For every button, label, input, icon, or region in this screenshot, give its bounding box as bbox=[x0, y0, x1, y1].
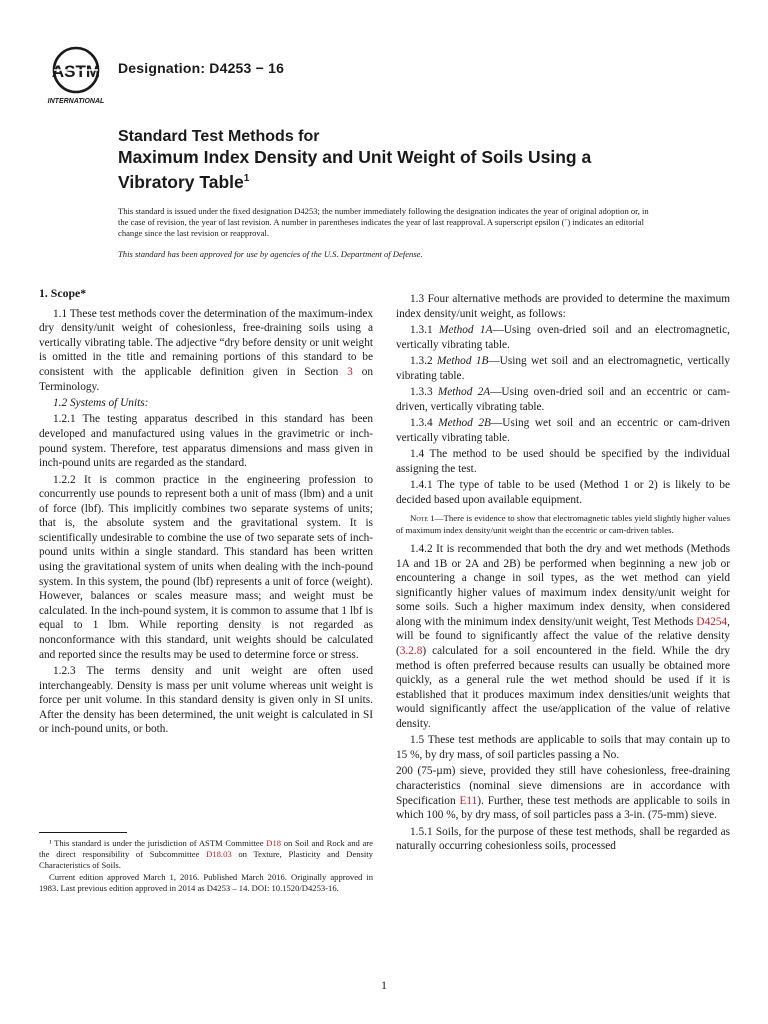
method-2b-label: Method 2B bbox=[438, 416, 491, 429]
footnotes bbox=[39, 838, 373, 895]
note-1-text: —There is evidence to show that electromagnetic tables yield slightly higher values of maximum index density/unit weight than the eccentric or cam-driven tables. bbox=[396, 513, 730, 535]
footnote-1 bbox=[39, 838, 373, 871]
paragraph-1-5-text-b2: ). Further, these test methods are applicable to soils in which 100 %, by dry mass, of soil particles pass a 3-in. (75-mm) sieve. bbox=[396, 794, 730, 822]
designation: Designation: D4253 − 16 bbox=[118, 60, 285, 76]
paragraph-1-1-text-a: 1.1 These test methods cover the determination of the maximum-index dry density/unit weight of cohesionless, free-draining soils using a vertically vibrating table. The adjective “dry before density or unit weight is omitted in the title and remaining portions of this standard to be consistent with the applicable definition given in Section bbox=[39, 307, 373, 378]
logo-text: ASTM bbox=[51, 62, 101, 81]
note-1-label: Note 1 bbox=[410, 513, 435, 524]
title-footnote-marker: 1 bbox=[243, 173, 250, 184]
title-line-2 bbox=[118, 168, 718, 193]
paragraph-1-2-3: 1.2.3 The terms density and unit weight are often used interchangeably. Density is mass per unit volume whereas unit weight is force per unit volume. In this standard density is given only in SI units. After the density has been determined, the unit weight is calculated in SI or inch-pound units, or both. bbox=[39, 665, 373, 736]
paragraph-1-1 bbox=[39, 307, 373, 395]
footnote-1-text-a: ¹ This standard is under the jurisdiction of ASTM Committee bbox=[49, 838, 267, 848]
paragraph-1-3-3 bbox=[396, 385, 730, 414]
paragraph-1-3: 1.3 Four alternative methods are provided to determine the maximum index density/unit weight, as follows: bbox=[396, 293, 730, 320]
page-number: 1 bbox=[381, 978, 387, 992]
paragraph-1-3-1-text: —Using oven-dried soil and an electromagnetic, vertically vibrating table. bbox=[396, 323, 730, 351]
paragraph-1-5-text-b1: 200 (75-µm) sieve, provided they still have cohesionless, free-draining characteristics (nominal sieve dimensions are in accordance with Specification bbox=[396, 765, 730, 807]
d18-03-link[interactable]: D18.03 bbox=[206, 849, 232, 859]
section-3-2-8-link[interactable]: 3.2.8 bbox=[399, 645, 423, 658]
footnote-edition: Current edition approved March 1, 2016. Published March 2016. Originally approved in 1983. Last previous edition approved in 2014 as D4253 – 14. DOI: 10.1520/D4253-16. bbox=[39, 872, 373, 893]
paragraph-1-3-4-number: 1.3.4 bbox=[410, 416, 439, 429]
title-line-1: Maximum Index Density and Unit Weight of Soils Using a bbox=[118, 147, 592, 167]
footnote-1-text-b: on Soil and Rock and are the direct responsibility of Subcommittee bbox=[39, 838, 373, 859]
method-1a-label: Method 1A bbox=[439, 323, 493, 336]
paragraph-1-3-4-text: —Using wet soil and an eccentric or cam-driven vertically vibrating table. bbox=[396, 416, 730, 444]
paragraph-1-3-2 bbox=[396, 354, 730, 383]
title-prefix: Standard Test Methods for bbox=[118, 128, 320, 145]
paragraph-1-3-1-number: 1.3.1 bbox=[410, 323, 440, 336]
e11-link[interactable]: E11 bbox=[459, 794, 478, 807]
paragraph-1-4: 1.4 The method to be used should be specified by the individual assigning the test. bbox=[396, 447, 730, 475]
paragraph-1-3-2-text: —Using wet soil and an electromagnetic, vertically vibrating table. bbox=[396, 354, 731, 382]
paragraph-1-1-text-b: on Terminology. bbox=[39, 365, 373, 393]
issuance-notice: This standard is issued under the fixed designation D4253; the number immediately following the designation indicates the year of original adoption or, in the case of revision, the year of last revision. A number in parentheses indicates the year of last reapproval. A superscript epsilon (´) indicates an editorial change since the last revision or reapproval. bbox=[118, 206, 649, 239]
paragraph-1-4-2 bbox=[396, 542, 730, 732]
paragraph-1-3-2-number: 1.3.2 bbox=[410, 354, 437, 367]
right-column bbox=[396, 292, 730, 856]
section-3-link[interactable]: 3 bbox=[347, 365, 353, 378]
method-2a-label: Method 2A bbox=[437, 385, 491, 398]
paragraph-1-3-4 bbox=[396, 416, 730, 445]
paragraph-1-4-1: 1.4.1 The type of table to be used (Method 1 or 2) is likely to be decided based upon available equipment. bbox=[396, 478, 730, 506]
paragraph-1-3-3-number: 1.3.3 bbox=[410, 385, 438, 398]
paragraph-1-5-1: 1.5.1 Soils, for the purpose of these test methods, shall be regarded as naturally occurring cohesionless soils, processed bbox=[396, 825, 730, 853]
paragraph-1-4-2-text-b: , will be found to significantly affect the value of the relative density ( bbox=[396, 615, 730, 658]
scope-heading: 1. Scope* bbox=[39, 286, 87, 300]
footnote-1-text-c: on Texture, Plasticity and Density Characteristics of Soils. bbox=[39, 849, 373, 870]
footnote-divider bbox=[39, 832, 127, 833]
d18-link[interactable]: D18 bbox=[266, 838, 282, 848]
paragraph-1-5-continued bbox=[396, 764, 730, 822]
dod-approval-notice: This standard has been approved for use by agencies of the U.S. Department of Defense. bbox=[118, 249, 423, 259]
method-1b-label: Method 1B bbox=[436, 354, 489, 367]
paragraph-1-3-3-text: —Using oven-dried soil and an eccentric or cam-driven, vertically vibrating table. bbox=[396, 385, 730, 413]
paragraph-1-4-2-text-c: ) calculated for a soil encountered in the field. While the dry method is often preferred because results can usually be obtained more quickly, as a general rule the wet method should be used if it is established that it produces maximum index densities/unit weights that would significantly affect the use/application of the value of relative density. bbox=[396, 645, 730, 731]
standard-title bbox=[118, 127, 718, 193]
paragraph-1-2-2: 1.2.2 It is common practice in the engineering profession to concurrently use pounds to represent both a unit of mass (lbm) and a unit of force (lbf). This implicitly combines two separate systems of units; that is, the absolute system and the gravitational system. It is scientifically undesirable to combine the use of two separate sets of inch-pound units within a single standard. This standard has been written using the gravitational system of units when dealing with the inch-pound system. In this system, the pound (lbf) represents a unit of force (weight). However, balances or scales measure mass; and weight must be calculated. In the inch-pound system, it is common to assume that 1 lbf is equal to 1 lbm. While reporting density is not regarded as nonconformance with this standard, unit weights should be calculated and reported since the results may be used to determine force or stress. bbox=[39, 473, 373, 661]
paragraph-1-2-1: 1.2.1 The testing apparatus described in this standard has been developed and manufactured using values in the gravimetric or inch-pound system. Therefore, test apparatus dimensions and mass given in inch-pound units are regarded as the standard. bbox=[39, 413, 373, 470]
paragraph-1-3-1 bbox=[396, 323, 730, 352]
paragraph-1-5: 1.5 These test methods are applicable to soils that may contain up to 15 %, by dry mass, of soil particles passing a No. bbox=[396, 734, 730, 762]
logo-subtext: INTERNATIONAL bbox=[47, 98, 105, 105]
astm-logo bbox=[40, 44, 112, 106]
left-column bbox=[39, 286, 373, 739]
note-1 bbox=[396, 513, 730, 536]
paragraph-1-2: 1.2 Systems of Units: bbox=[53, 396, 149, 409]
d4254-link[interactable]: D4254 bbox=[696, 615, 728, 628]
title-line-2-text: Vibratory Table bbox=[118, 171, 244, 192]
paragraph-1-4-2-text-a: 1.4.2 It is recommended that both the dry and wet methods (Methods 1A and 1B or 2A and 2B) be performed when beginning a new job or encountering a change in soil types, as the wet method can yield significantly higher values of maximum index density/unit weight for some soils. Such a higher maximum index density, when considered along with the minimum index density/unit weight, Test Methods bbox=[396, 542, 730, 628]
